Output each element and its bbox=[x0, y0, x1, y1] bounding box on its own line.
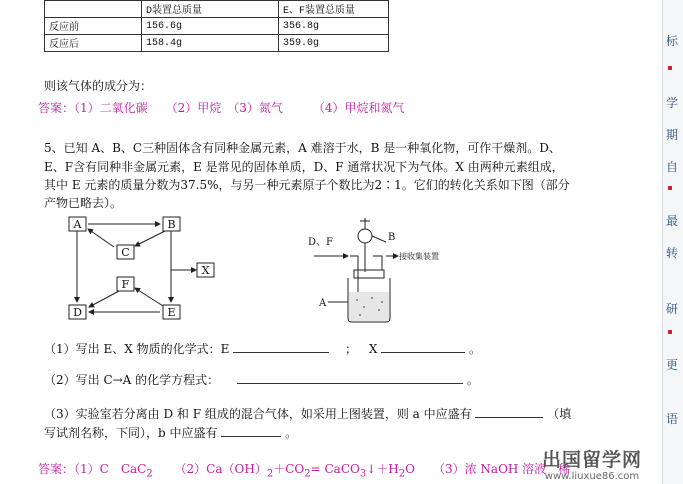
sub1-prefix: （1）写出 E、X 物质的化学式：E bbox=[44, 342, 230, 356]
answer-blank-b[interactable] bbox=[221, 425, 281, 437]
watermark-title: 出国留学网 bbox=[541, 449, 642, 471]
collector-label: 接收集装置 bbox=[399, 252, 439, 261]
table-row bbox=[45, 18, 389, 35]
bullet-icon bbox=[668, 330, 672, 334]
table-cell: 359.0g bbox=[279, 35, 389, 52]
label-b: B bbox=[388, 232, 396, 243]
node-e: E bbox=[167, 306, 176, 319]
answer-part-c: ＋CO bbox=[273, 462, 305, 476]
answer-part-f: O （3）浓 NaOH 溶液 稀 bbox=[405, 462, 571, 476]
node-d: D bbox=[73, 306, 82, 319]
q5-line-3: 其中 E 元素的质量分数为37.5%，与另一种元素原子个数比为2∶1。它们的转化关系如下图（部分 bbox=[44, 178, 570, 192]
arrow-b-to-c bbox=[135, 230, 167, 246]
sub1-separator: ； bbox=[344, 342, 357, 356]
sub3-line1b: （填 bbox=[547, 407, 572, 421]
sub3-line2a: 写试剂名称，下同），b 中应盛有 bbox=[44, 426, 218, 440]
sidebar-fragment[interactable]: 标 bbox=[666, 34, 679, 48]
answer-blank-a[interactable] bbox=[475, 406, 543, 418]
node-f: F bbox=[121, 278, 130, 291]
arrow-f-to-d bbox=[89, 290, 121, 307]
table-cell: 158.4g bbox=[142, 35, 279, 52]
outlet-tube bbox=[373, 256, 382, 270]
node-c: C bbox=[121, 246, 130, 259]
sub-question-3-line-1 bbox=[44, 406, 571, 422]
answer-blank-equation[interactable] bbox=[237, 372, 463, 384]
bottle-liquid bbox=[349, 292, 389, 321]
sub2-prefix: （2）写出 C→A 的化学方程式： bbox=[44, 373, 220, 387]
label-a: A bbox=[319, 298, 327, 309]
sub3-line1a: （3）实验室若分离由 D 和 F 组成的混合气体，如采用上图装置，则 a 中应盛有 bbox=[44, 407, 472, 421]
table-cell bbox=[45, 1, 142, 18]
site-watermark bbox=[542, 449, 642, 482]
sub2-end: 。 bbox=[466, 373, 479, 387]
mass-table bbox=[44, 0, 389, 52]
sidebar-fragment[interactable]: 语 bbox=[666, 412, 679, 426]
answer-part-e: ↓＋H bbox=[366, 462, 399, 476]
table-cell: E、F装置总质量 bbox=[279, 1, 389, 18]
q5-line-2: E、F含有同种非金属元素，E 是常见的固体单质，D、F 通常状况下为气体。X 由两种元素组成， bbox=[44, 160, 564, 174]
sub-question-1 bbox=[44, 341, 481, 357]
answer-part-b: （2）Ca（OH） bbox=[174, 462, 267, 476]
answer-sub: 2 bbox=[398, 468, 406, 480]
node-x: X bbox=[201, 264, 210, 277]
table-cell: 156.6g bbox=[142, 18, 279, 35]
answer-sub: 2 bbox=[304, 468, 311, 480]
answer-part-a: 答案：（1）C CaC bbox=[38, 462, 147, 476]
sidebar-fragment[interactable]: 研 bbox=[666, 302, 679, 316]
separatory-funnel bbox=[358, 229, 372, 243]
q4-answer: 答案：（1）二氧化碳 （2）甲烷 （3）氮气 （4）甲烷和氮气 bbox=[38, 101, 405, 115]
table-cell: 反应后 bbox=[45, 35, 142, 52]
final-answer bbox=[38, 462, 570, 481]
sub-question-3-line-2 bbox=[44, 425, 297, 441]
answer-sub: 2 bbox=[146, 468, 153, 480]
sub1-x-label: X bbox=[368, 342, 378, 356]
table-cell: D装置总质量 bbox=[142, 1, 279, 18]
answer-sub: 3 bbox=[359, 468, 367, 480]
gas-apparatus-diagram bbox=[302, 214, 462, 324]
answer-blank-x[interactable] bbox=[381, 341, 465, 353]
q4-prompt: 则该气体的成分为： bbox=[44, 79, 153, 93]
transformation-diagram bbox=[60, 214, 222, 324]
sidebar-fragment[interactable]: 最 bbox=[666, 214, 679, 228]
table-row bbox=[45, 35, 389, 52]
label-b-leader bbox=[372, 236, 386, 242]
bullet-icon bbox=[668, 186, 672, 190]
sidebar-fragment[interactable]: 转 bbox=[666, 246, 679, 260]
sub3-line2b: 。 bbox=[285, 426, 298, 440]
right-sidebar-strip bbox=[662, 0, 683, 484]
sidebar-fragment[interactable]: 期 bbox=[666, 128, 679, 142]
table-cell: 356.8g bbox=[279, 18, 389, 35]
watermark-url: www.liuxue86.com bbox=[544, 471, 640, 482]
bullet-icon bbox=[668, 66, 672, 70]
node-b: B bbox=[167, 218, 176, 231]
answer-sub: 2 bbox=[266, 468, 274, 480]
sidebar-fragment[interactable]: 更 bbox=[666, 358, 679, 372]
inlet-label: D、F bbox=[308, 237, 333, 248]
node-a: A bbox=[73, 218, 82, 231]
sidebar-fragment[interactable]: 自 bbox=[666, 160, 679, 174]
table-cell: 反应前 bbox=[45, 18, 142, 35]
arrow-c-to-a bbox=[88, 229, 114, 247]
table-row bbox=[45, 1, 389, 18]
q5-line-1: 5、已知 A、B、C三种固体含有同种金属元素，A 难溶于水，B 是一种氧化物，可作干燥剂。D、 bbox=[44, 141, 561, 155]
sub1-end: 。 bbox=[469, 342, 482, 356]
sub-question-2 bbox=[44, 372, 479, 388]
q5-line-4: 产物已略去）。 bbox=[44, 196, 123, 210]
answer-part-d: = CaCO bbox=[310, 462, 360, 476]
sidebar-fragment[interactable]: 学 bbox=[666, 96, 679, 110]
arrow-e-to-f bbox=[135, 288, 163, 306]
answer-blank-e[interactable] bbox=[233, 341, 329, 353]
